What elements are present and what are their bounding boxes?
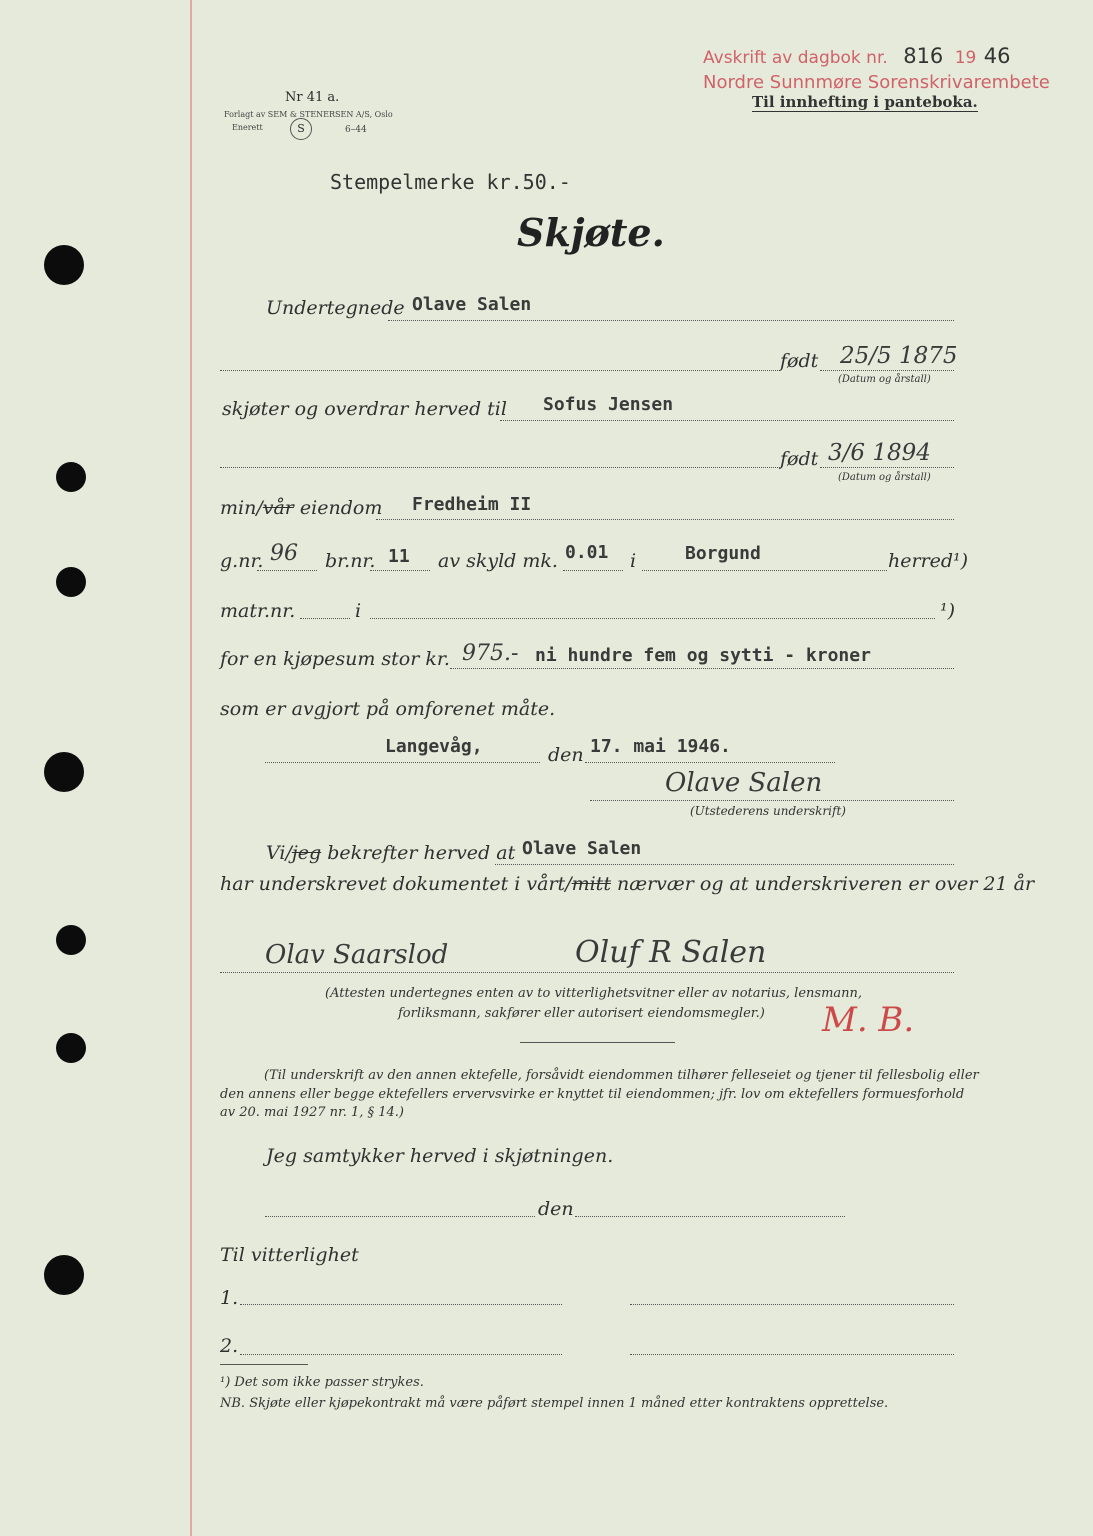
date-hint-2: (Datum og årstall) xyxy=(838,472,931,483)
witness-1-line-a xyxy=(240,1304,562,1305)
footnote-1: ¹) Det som ikke passer strykes. xyxy=(220,1375,424,1390)
born-label: født xyxy=(780,350,819,372)
property-label: min/vår eiendom xyxy=(220,497,383,519)
buyer-birthdate: 3/6 1894 xyxy=(828,440,931,466)
date-hint: (Datum og årstall) xyxy=(838,374,931,385)
consent-text: Jeg samtykker herved i skjøtningen. xyxy=(266,1145,614,1167)
spouse-note-3: av 20. mai 1927 nr. 1, § 14.) xyxy=(220,1105,404,1120)
witness-2-line-a xyxy=(240,1354,562,1355)
buyer-line xyxy=(500,420,954,421)
date-value: 17. mai 1946. xyxy=(590,736,731,757)
matr-line xyxy=(300,618,350,619)
issuer-sig-line xyxy=(590,800,954,801)
registry-stamp-line1: Avskrift av dagbok nr. 816 19 46 xyxy=(703,44,1011,68)
red-initials: M. B. xyxy=(822,1000,915,1040)
matr-label: matr.nr. xyxy=(220,600,296,622)
witness-2-line-b xyxy=(630,1354,954,1355)
price-value: 975.- xyxy=(462,641,519,666)
seller-extra-line xyxy=(220,370,780,371)
registry-stamp-line3: Til innhefting i panteboka. xyxy=(752,93,978,111)
witness-confirm-text: har underskrevet dokumentet i vårt/mitt nærvær og at underskriveren er over 21 år xyxy=(220,873,1035,895)
consent-den-label: den xyxy=(538,1198,574,1220)
footnote-rule xyxy=(220,1364,308,1365)
publisher-date: 6–44 xyxy=(345,125,367,135)
conveys-label: skjøter og overdrar herved til xyxy=(222,398,507,420)
punch-hole xyxy=(56,925,86,955)
issuer-signature: Olave Salen xyxy=(665,768,823,798)
witness-1-label: 1. xyxy=(220,1287,239,1309)
undersigned-line xyxy=(388,320,954,321)
matr-municipality-line xyxy=(370,618,935,619)
property-line xyxy=(376,519,954,520)
place-line xyxy=(265,762,540,763)
punch-hole xyxy=(44,1255,84,1295)
skyld-line xyxy=(563,570,623,571)
punch-hole xyxy=(44,752,84,792)
divider xyxy=(520,1042,675,1043)
punch-hole xyxy=(56,567,86,597)
spouse-note-1: (Til underskrift av den annen ektefelle, forsåvidt eiendommen tilhører felleseiet og tjener til fellesbolig eller xyxy=(264,1068,979,1083)
stamp-duty: Stempelmerke kr.50.- xyxy=(330,170,571,194)
gnr-value: 96 xyxy=(270,541,298,566)
punch-hole xyxy=(56,462,86,492)
price-line xyxy=(450,668,954,669)
buyer-name: Sofus Jensen xyxy=(543,394,674,415)
spouse-note-2: den annens eller begge ektefellers ervervsvirke er knyttet til eiendommen; jfr. lov om ektefellers formuesforhold xyxy=(220,1087,965,1102)
publisher-rights: Enerett xyxy=(232,123,263,132)
gnr-label: g.nr. xyxy=(220,550,264,572)
vitterlighet-label: Til vitterlighet xyxy=(220,1244,359,1266)
price-label: for en kjøpesum stor kr. xyxy=(220,648,450,670)
document-title: Skjøte. xyxy=(517,210,665,255)
property-name: Fredheim II xyxy=(412,494,532,515)
in-label: i xyxy=(630,550,637,572)
buyer-extra-line xyxy=(220,467,780,468)
signer-line xyxy=(495,864,954,865)
price-words: ni hundre fem og sytti - kroner xyxy=(535,645,871,666)
bnr-value: 11 xyxy=(388,546,410,567)
witness-2-label: 2. xyxy=(220,1335,239,1357)
publisher-line: Forlagt av SEM & STENERSEN A/S, Oslo xyxy=(224,110,393,119)
seller-birthdate: 25/5 1875 xyxy=(840,343,958,369)
consent-place-line xyxy=(265,1216,535,1217)
margin-rule xyxy=(190,0,192,1536)
born-label-2: født xyxy=(780,448,819,470)
punch-hole xyxy=(56,1033,86,1063)
bnr-line xyxy=(370,570,430,571)
seller-born-line xyxy=(820,370,954,371)
witness1-signature: Olav Saarslod xyxy=(265,940,449,970)
skyld-value: 0.01 xyxy=(565,542,609,563)
herred-label: herred¹) xyxy=(888,550,969,572)
settled-text: som er avgjort på omforenet måte. xyxy=(220,698,556,720)
consent-date-line xyxy=(575,1216,845,1217)
form-number: Nr 41 a. xyxy=(285,90,340,105)
issuer-sig-label: (Utstederens underskrift) xyxy=(690,804,846,818)
date-line xyxy=(585,762,835,763)
municipality-line xyxy=(642,570,887,571)
registry-stamp-line2: Nordre Sunnmøre Sorenskrivarembete xyxy=(703,72,1050,93)
seller-name: Olave Salen xyxy=(412,294,532,315)
matr-footnote: ¹) xyxy=(940,600,956,622)
footnote-nb: NB. Skjøte eller kjøpekontrakt må være påført stempel innen 1 måned etter kontraktens opprettelse. xyxy=(220,1396,889,1411)
witness-sig-line xyxy=(220,972,954,973)
place: Langevåg, xyxy=(385,736,483,757)
attestation-note-1: (Attesten undertegnes enten av to vitterlighetsvitner eller av notarius, lensmann, xyxy=(325,986,863,1001)
witness2-signature: Oluf R Salen xyxy=(575,935,767,970)
municipality: Borgund xyxy=(685,543,761,564)
signer-name: Olave Salen xyxy=(522,838,642,859)
punch-hole xyxy=(44,245,84,285)
matr-in-label: i xyxy=(355,600,362,622)
publisher-logo: S xyxy=(290,118,312,140)
undersigned-label: Undertegnede xyxy=(266,297,405,319)
skyld-label: av skyld mk. xyxy=(438,550,558,572)
witness-1-line-b xyxy=(630,1304,954,1305)
bnr-label: br.nr. xyxy=(325,550,376,572)
den-label: den xyxy=(548,744,584,766)
gnr-line xyxy=(257,570,317,571)
buyer-born-line xyxy=(820,467,954,468)
attestation-note-2: forliksmann, sakfører eller autorisert eiendomsmegler.) xyxy=(398,1006,765,1021)
witness-confirm-label: Vi/jeg bekrefter herved at xyxy=(266,842,516,864)
